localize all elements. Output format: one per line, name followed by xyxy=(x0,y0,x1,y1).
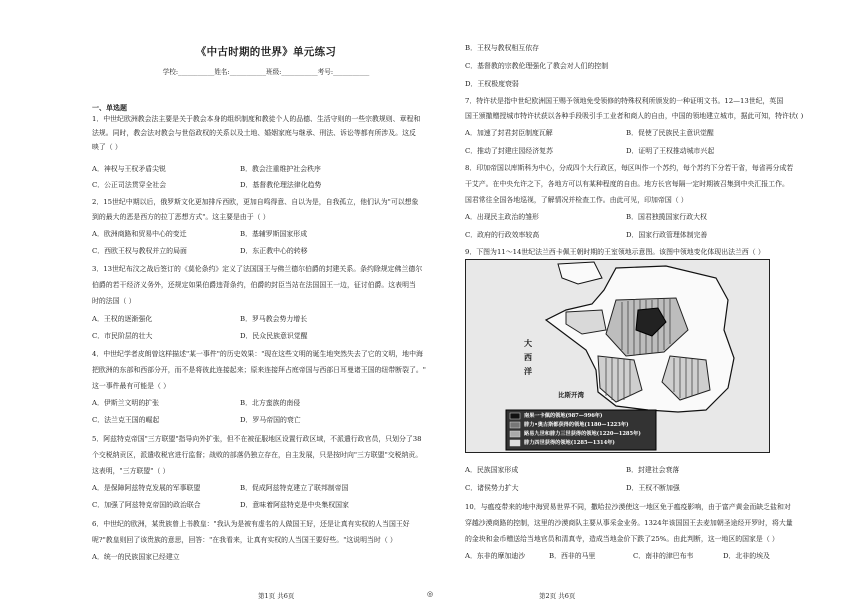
map-label-ocean-2: 西 xyxy=(524,352,532,362)
q7-line-2: 国王颁撤赠授城市特许状获以各种手段吸引手工业者和商人的自由，中国的领地建立城市，据此可知，特许状( ) xyxy=(465,112,804,120)
q10-line-3: 的金块和金币赠送给当地官员和清真寺，造成当地金价下跌了25%。由此判断，这一地区的国家是（ ） xyxy=(465,535,779,543)
q8-option-a[interactable]: A．出现民主政治的雏形 xyxy=(465,213,539,221)
map-label-bay: 比斯开湾 xyxy=(558,391,584,399)
q1-option-b[interactable]: B．教会注重维护社会秩序 xyxy=(240,165,321,173)
q5-line-1: 5．阿兹特克帝国"三方联盟"指导向外扩张，但不在被征服地区设置行政区域，不派遣行政官员，只划分了38 xyxy=(92,435,422,443)
q8-line-2: 干艾产。在中央允许之下，各地方可以有某种程度的自由。地方长官每隔一定时期被召集到中央汇报工作。 xyxy=(465,180,789,188)
q1-line-2: 法规。同时，教会法对教会与世俗政权的关系以及土地、婚姻家庭与继承、刑法、诉讼等都有所涉及。这反 xyxy=(92,129,416,137)
q8-option-b[interactable]: B．国君独揽国家行政大权 xyxy=(626,213,707,221)
q10-option-a[interactable]: A．东非的摩加迪沙 xyxy=(465,552,526,560)
q2-line-1: 2．15世纪中期以后，俄罗斯文化更加排斥西欧，更加自鸣得意、自以为是，自我孤立，他们认为"可以想象 xyxy=(92,198,419,206)
q9-option-b[interactable]: B．封建社会衰落 xyxy=(626,466,680,474)
q5-line-3: 这表明，"三方联盟"（ ） xyxy=(92,467,170,475)
q2-option-a[interactable]: A．欧洲商路和贸易中心的变迁 xyxy=(92,230,187,238)
q9-option-c[interactable]: C．诸侯势力扩大 xyxy=(465,484,519,492)
q3-option-d[interactable]: D．民众民族意识觉醒 xyxy=(240,332,308,340)
q10-option-d[interactable]: D．北非的埃及 xyxy=(723,552,770,560)
map-label-ocean-1: 大 xyxy=(524,338,532,348)
q7-option-c[interactable]: C．推动了封建庄园经济复苏 xyxy=(465,147,553,155)
q7-option-d[interactable]: D．证明了王权推动城市兴起 xyxy=(626,147,715,155)
page-number-right: 第2页 共6页 xyxy=(539,592,576,600)
q5-option-a[interactable]: A．是保障阿兹特克发展的军事联盟 xyxy=(92,484,201,492)
q6-option-d[interactable]: D．王权极度衰弱 xyxy=(465,80,519,88)
section-heading: 一、单选题 xyxy=(92,103,127,112)
france-royal-domain-map xyxy=(465,259,770,453)
q5-option-d[interactable]: D．意味着阿兹特克是中央集权国家 xyxy=(240,501,349,509)
q4-line-1: 4．中世纪学者皮朗曾这样描述"某一事件"的历史效果："现在这些文明的诞生地突然失去了它的文明，地中海 xyxy=(92,350,423,358)
legend-item-4: 腓力四世获得的领地(1285—1314年) xyxy=(524,440,615,446)
q6-option-a[interactable]: A．统一的民族国家已经建立 xyxy=(92,553,180,561)
student-info-line: 学校:___________姓名:___________班级:___________考号:___________ xyxy=(162,68,370,76)
q3-line-3: 时的法国（ ） xyxy=(92,297,136,305)
map-label-ocean-3: 洋 xyxy=(524,366,532,376)
q10-option-c[interactable]: C．南非的津巴布韦 xyxy=(633,552,694,560)
q4-option-b[interactable]: B．北方蛮族的南侵 xyxy=(240,399,301,407)
q6-option-b[interactable]: B．王权与教权相互依存 xyxy=(465,44,539,52)
q5-line-2: 个交税纳贡区，派遣收税官进行监督；战败的部落仍独立存在，自主发展，只是按时向"三方联盟"交税纳贡。 xyxy=(92,451,423,459)
q7-line-1: 7．特许状是指中世纪欧洲国王赐予领地免受领修的特殊权利所颁发的一种证明文书。12—13世纪，英国 xyxy=(465,97,784,105)
q4-line-2: 把欧洲的东部和西部分开，而不是将彼此连接起来；原来连接拜占庭帝国与西部日耳曼诸王国的纽带断裂了。" xyxy=(92,366,426,374)
q9-option-d[interactable]: D．王权不断加强 xyxy=(626,484,680,492)
q4-option-c[interactable]: C．法兰克王国的崛起 xyxy=(92,416,160,424)
q8-line-1: 8．印加帝国以库斯科为中心，分成四个大行政区，每区叫作一个苏约，每个苏约下分若干省，每省再分成若 xyxy=(465,164,794,172)
q2-option-d[interactable]: D．东正教中心的转移 xyxy=(240,247,308,255)
center-mark: ◎ xyxy=(427,590,434,598)
page-number-left: 第1页 共6页 xyxy=(258,592,295,600)
q2-line-2: 到的最大的恶是西方的拉丁恶想方式"。这主要是由于（ ） xyxy=(92,213,270,221)
q6-option-c[interactable]: C．基督教的宗教伦理强化了教会对人们的控制 xyxy=(465,62,609,70)
q1-option-c[interactable]: C．公正司法贯穿全社会 xyxy=(92,181,167,189)
q10-option-b[interactable]: B．西非的马里 xyxy=(549,552,596,560)
q7-option-a[interactable]: A．加速了封君封臣制度瓦解 xyxy=(465,129,553,137)
q10-line-1: 10．与瘟疫带来的地中海贸易世界不同，撒哈拉沙漠使这一地区免于瘟疫影响，由于富产黄金而缺乏盐和对 xyxy=(465,503,791,511)
q3-option-b[interactable]: B．罗马教会势力增长 xyxy=(240,315,308,323)
q4-line-3: 这一事件最有可能是（ ） xyxy=(92,382,170,390)
q3-line-1: 3．13世纪布汶之战后签订的《莫伦条约》定义了法国国王与佛兰德尔伯爵的封建关系。条约除规定佛兰德尔 xyxy=(92,265,423,273)
legend-item-3: 路易九世和腓力三世获得的领地(1220—1285年) xyxy=(524,431,641,437)
legend-item-1: 南果一卡佩的领地(987—996年) xyxy=(524,413,603,419)
legend-item-2: 腓力•奥古斯都获得的领地(1180—1223年) xyxy=(524,422,629,428)
q6-line-2: 呢?"教皇则回了该贵族的意思，回答："在我看来，让真有实权的人当国王要好些。"这说明当时（ ） xyxy=(92,536,397,544)
q5-option-b[interactable]: B．促成阿兹特克建立了联邦制帝国 xyxy=(240,484,349,492)
q8-option-d[interactable]: D．国家行政管理体制完善 xyxy=(626,231,708,239)
q6-line-1: 6．中世纪的欧洲，某贵族曾上书教皇："我认为是被有虚名的人做国王好，还是让真有实权的人当国王好 xyxy=(92,520,410,528)
q3-option-c[interactable]: C．市民阶层的壮大 xyxy=(92,332,153,340)
q10-line-2: 穿越沙漠商路的控制，这里的沙漠商队主要从事采金业务。1324年该国国王去麦加朝圣途经开罗时，将大量 xyxy=(465,519,793,527)
q9-line-1: 9．下图为11～14世纪法兰西卡佩王朝时期的王室领地示意图。该图中领地变化体现出法兰西（ ） xyxy=(465,248,765,256)
q2-option-c[interactable]: C．西欧王权与教权并立的局面 xyxy=(92,247,187,255)
q9-option-a[interactable]: A．民族国家形成 xyxy=(465,466,519,474)
page-title: 《中古时期的世界》单元练习 xyxy=(195,46,337,58)
q7-option-b[interactable]: B．促使了民族民主意识觉醒 xyxy=(626,129,714,137)
q3-line-2: 伯爵的若干经济义务外，还规定如果伯爵违背条约，伯爵的封臣当站在法国国王一边，征讨伯爵。这表明当 xyxy=(92,281,416,289)
q4-option-d[interactable]: D．罗马帝国的衰亡 xyxy=(240,416,301,424)
q3-option-a[interactable]: A．王权的逐渐强化 xyxy=(92,315,153,323)
q8-option-c[interactable]: C．政府的行政效率较高 xyxy=(465,231,540,239)
q2-option-b[interactable]: B．基辅罗斯国家形成 xyxy=(240,230,308,238)
q4-option-a[interactable]: A．伊斯兰文明的扩张 xyxy=(92,399,159,407)
q1-option-a[interactable]: A．神权与王权矛盾尖锐 xyxy=(92,165,166,173)
q1-line-3: 映了（ ） xyxy=(92,143,122,151)
q1-line-1: 1．中世纪欧洲教会法主要是关于教会本身的组织制度和教徒个人的品德、生活守则的一些宗教规则、章程和 xyxy=(92,115,421,123)
q5-option-c[interactable]: C．加强了阿兹特克帝国的政治联合 xyxy=(92,501,201,509)
q1-option-d[interactable]: D．基督教伦理法律化趋势 xyxy=(240,181,322,189)
q8-line-3: 国君常往全国各地巡视，了解情况并检查工作。由此可见，印加帝国（ ） xyxy=(465,196,688,204)
